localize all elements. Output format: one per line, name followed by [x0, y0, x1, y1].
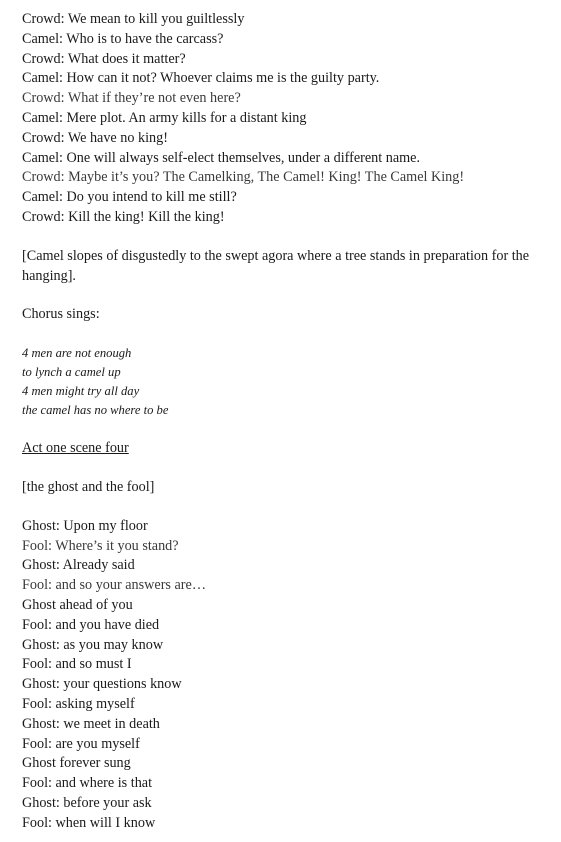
spacer — [22, 325, 550, 344]
scene-setting: [the ghost and the fool] — [22, 478, 155, 495]
dialogue-line: Ghost: your questions know — [22, 676, 182, 693]
dialogue-line: Camel: Mere plot. An army kills for a distant king — [22, 109, 307, 126]
dialogue-line: Ghost: we meet in death — [22, 715, 160, 732]
dialogue-line: Fool: and where is that — [22, 775, 153, 792]
poem-line: 4 men might try all day — [22, 384, 140, 399]
chorus-poem — [22, 344, 550, 420]
dialogue-line: Ghost: as you may know — [22, 636, 164, 653]
stage-direction: [Camel slopes of disgustedly to the swept agora where a tree stands in preparation for the hanging]. — [22, 247, 530, 284]
spacer — [22, 228, 550, 247]
dialogue-line: Camel: One will always self-elect themselves, under a different name. — [22, 149, 421, 166]
spacer — [22, 420, 550, 439]
script-page — [22, 10, 550, 834]
dialogue-line: Ghost ahead of you — [22, 596, 133, 613]
dialogue-line: Fool: and so your answers are… — [22, 577, 207, 594]
dialogue-line: Crowd: We have no king! — [22, 129, 168, 146]
dialogue-line: Crowd: Kill the king! Kill the king! — [22, 208, 225, 225]
dialogue-line: Fool: and so must I — [22, 656, 132, 673]
dialogue-line: Camel: Do you intend to kill me still? — [22, 189, 237, 206]
scene-three-dialogue — [22, 10, 550, 228]
spacer — [22, 459, 550, 478]
dialogue-line: Fool: when will I know — [22, 814, 156, 831]
dialogue-line: Crowd: What does it matter? — [22, 50, 186, 67]
dialogue-line: Crowd: What if they’re not even here? — [22, 90, 241, 107]
scene-four-dialogue — [22, 517, 550, 834]
poem-line: 4 men are not enough — [22, 346, 132, 361]
dialogue-line: Ghost: before your ask — [22, 794, 152, 811]
dialogue-line: Fool: asking myself — [22, 695, 135, 712]
dialogue-line: Ghost: Upon my floor — [22, 517, 148, 534]
dialogue-line: Camel: Who is to have the carcass? — [22, 30, 224, 47]
dialogue-line: Crowd: We mean to kill you guiltlessly — [22, 11, 245, 27]
chorus-intro: Chorus sings: — [22, 306, 100, 323]
dialogue-line: Fool: Where’s it you stand? — [22, 537, 179, 554]
scene-heading: Act one scene four — [22, 440, 129, 457]
dialogue-line: Camel: How can it not? Whoever claims me is the guilty party. — [22, 70, 380, 87]
spacer — [22, 286, 550, 305]
dialogue-line: Ghost: Already said — [22, 557, 135, 574]
dialogue-line: Fool: and you have died — [22, 616, 160, 633]
dialogue-line: Ghost forever sung — [22, 755, 131, 772]
poem-line: the camel has no where to be — [22, 403, 169, 418]
poem-line: to lynch a camel up — [22, 365, 121, 380]
dialogue-line: Crowd: Maybe it’s you? The Camelking, The Camel! King! The Camel King! — [22, 169, 465, 186]
dialogue-line: Fool: are you myself — [22, 735, 140, 752]
spacer — [22, 498, 550, 517]
